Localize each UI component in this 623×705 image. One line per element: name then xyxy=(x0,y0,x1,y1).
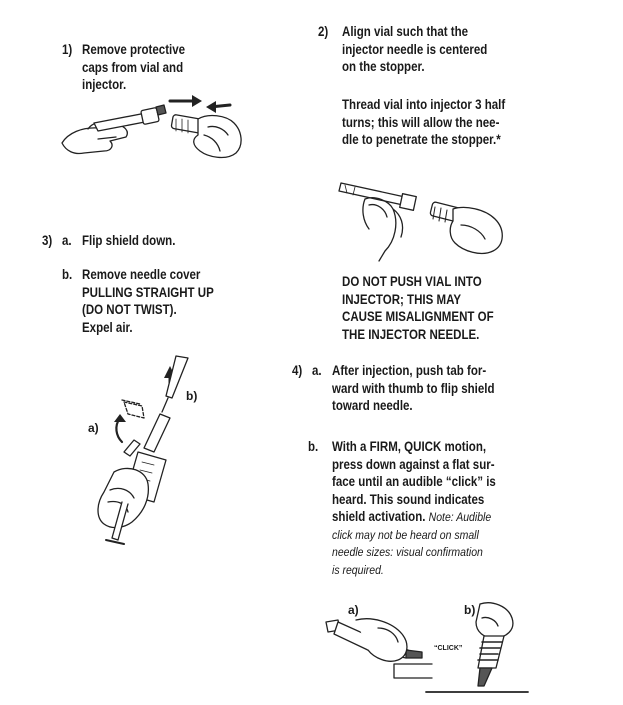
text-line: Remove protective xyxy=(82,42,186,57)
text-line xyxy=(332,508,496,527)
step-4a-text xyxy=(332,362,494,415)
step-2-thread-text xyxy=(342,96,505,149)
step-3-label-a: a) xyxy=(88,421,99,435)
text-line: toward needle. xyxy=(332,398,413,413)
step-2-number: 2) xyxy=(318,24,329,39)
text-line: THE INJECTOR NEEDLE. xyxy=(342,326,480,342)
step-4a-letter: a. xyxy=(312,363,322,378)
note-text: Note: Audible xyxy=(428,510,492,524)
step-4-label-b: b) xyxy=(464,603,476,617)
text-line: Remove needle cover xyxy=(82,267,201,282)
step-1-text xyxy=(82,41,185,94)
text-line: dle to penetrate the stopper.* xyxy=(342,132,501,147)
text-line: caps from vial and xyxy=(82,59,184,75)
text-line: heard. This sound indicates xyxy=(332,491,485,507)
text-line: With a FIRM, QUICK motion, xyxy=(332,439,487,454)
text-line: (DO NOT TWIST). xyxy=(82,302,177,317)
text-line: CAUSE MISALIGNMENT OF xyxy=(342,309,494,324)
text-line: Align vial such that the xyxy=(342,24,469,39)
step-3b-letter: b. xyxy=(62,267,73,282)
step-4b-text xyxy=(332,438,496,579)
note-line: is required. xyxy=(332,562,384,577)
step-3-illustration xyxy=(84,352,224,552)
step-4-click-label: “CLICK” xyxy=(434,645,463,652)
step-2-text xyxy=(342,23,487,76)
text-line: After injection, push tab for- xyxy=(332,363,487,378)
text-line: Expel air. xyxy=(82,319,133,335)
step-4-number: 4) xyxy=(292,363,303,378)
text-line: injector. xyxy=(82,77,127,92)
step-3a-letter: a. xyxy=(62,233,72,248)
step-2-illustration xyxy=(335,165,515,265)
note-line: click may not be heard on small xyxy=(332,527,479,542)
step-4-label-a: a) xyxy=(348,603,359,617)
step-4a-illustration xyxy=(318,600,434,680)
step-4b-letter: b. xyxy=(308,439,319,454)
text-line: DO NOT PUSH VIAL INTO xyxy=(342,274,482,289)
step-3a-text: Flip shield down. xyxy=(82,233,176,248)
text-line: press down against a flat sur- xyxy=(332,456,495,472)
text-line: turns; this will allow the nee- xyxy=(342,114,500,130)
step-3b-text xyxy=(82,266,214,336)
step-1-illustration xyxy=(58,95,248,165)
text-line: INJECTOR; THIS MAY xyxy=(342,291,462,307)
step-4b-illustration xyxy=(422,598,532,698)
text-line: face until an audible “click” is xyxy=(332,474,496,489)
text-line: injector needle is centered xyxy=(342,41,488,57)
step-2-warning xyxy=(342,273,494,343)
text-line: Thread vial into injector 3 half xyxy=(342,97,506,112)
text-bold-part: shield activation. xyxy=(332,509,426,524)
text-line: PULLING STRAIGHT UP xyxy=(82,284,214,300)
step-3-number: 3) xyxy=(42,233,53,248)
text-line: ward with thumb to flip shield xyxy=(332,380,495,396)
note-line: needle sizes: visual confirmation xyxy=(332,545,483,559)
text-line: on the stopper. xyxy=(342,59,425,74)
step-3-label-b: b) xyxy=(186,389,198,403)
step-1-number: 1) xyxy=(62,42,73,57)
